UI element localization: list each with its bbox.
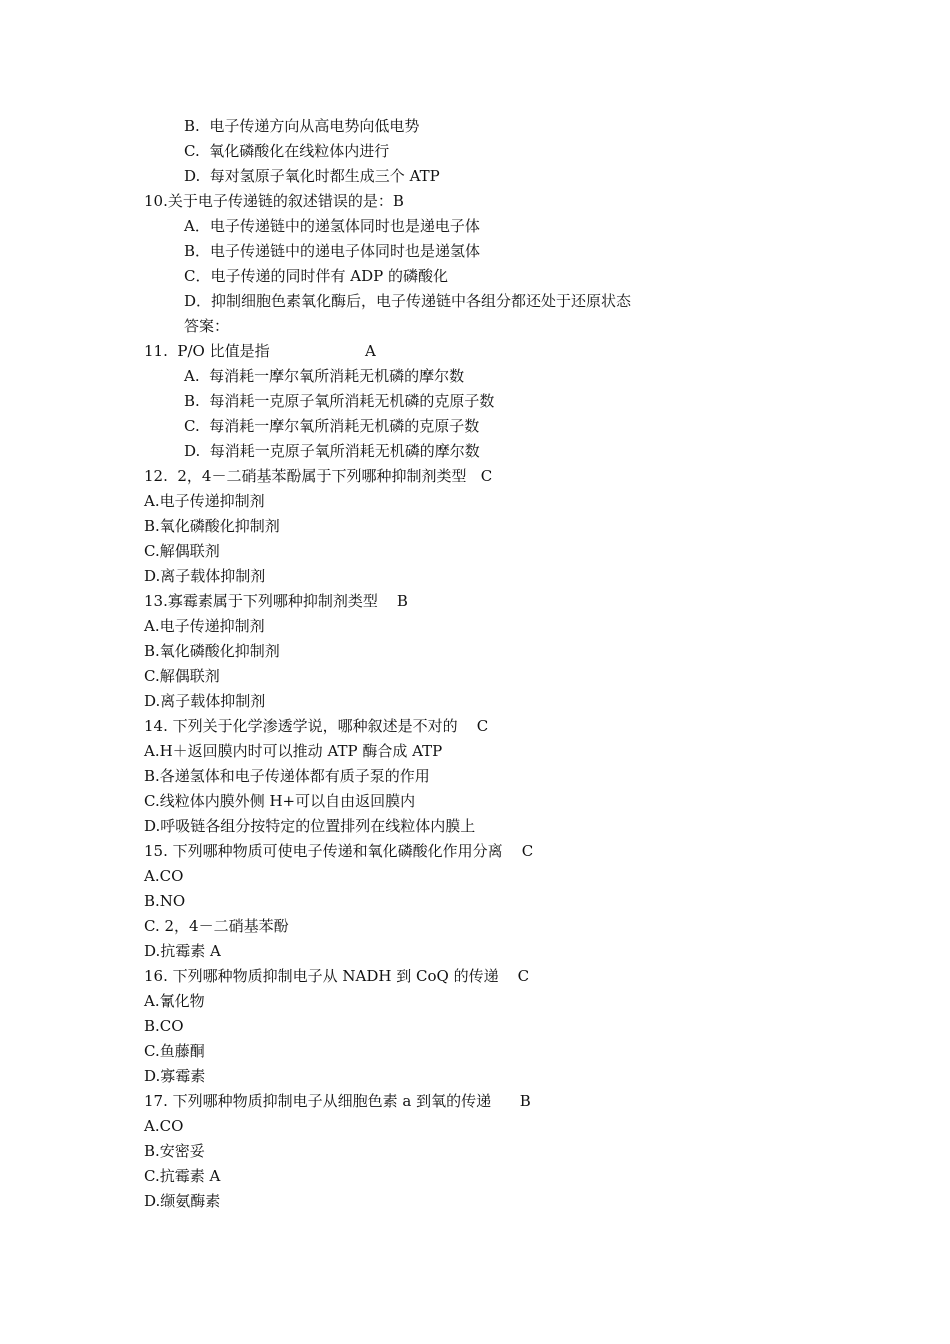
text-line: B. 电子传递方向从高电势向低电势 <box>184 117 420 135</box>
text-line: 10.关于电子传递链的叙述错误的是：B <box>144 192 404 210</box>
text-line: D. 每消耗一克原子氧所消耗无机磷的摩尔数 <box>184 442 480 460</box>
text-line: D.缬氨酶素 <box>144 1192 221 1210</box>
text-line: B．电子传递链中的递电子体同时也是递氢体 <box>184 242 481 260</box>
text-line: D.离子载体抑制剂 <box>144 567 266 585</box>
text-line: C.解偶联剂 <box>144 542 220 560</box>
text-line: D.寡霉素 <box>144 1067 206 1085</box>
text-line: A.CO <box>144 867 184 885</box>
text-line: B.安密妥 <box>144 1142 205 1160</box>
text-line: 12. 2，4－二硝基苯酚属于下列哪种抑制剂类型 C <box>144 467 493 485</box>
text-line: B.各递氢体和电子传递体都有质子泵的作用 <box>144 767 430 785</box>
text-line: A.电子传递抑制剂 <box>144 617 265 635</box>
text-line: C. 氧化磷酸化在线粒体内进行 <box>184 142 390 160</box>
text-line: B.氧化磷酸化抑制剂 <box>144 642 280 660</box>
text-line: B. 每消耗一克原子氧所消耗无机磷的克原子数 <box>184 392 495 410</box>
text-line: C. 每消耗一摩尔氧所消耗无机磷的克原子数 <box>184 417 480 435</box>
text-line: D.呼吸链各组分按特定的位置排列在线粒体内膜上 <box>144 817 476 835</box>
text-line: D. 每对氢原子氧化时都生成三个 ATP <box>184 167 440 185</box>
text-line: A.氰化物 <box>144 992 205 1010</box>
text-line: C．电子传递的同时伴有 ADP 的磷酸化 <box>184 267 448 285</box>
text-line: A.H＋返回膜内时可以推动 ATP 酶合成 ATP <box>144 742 443 760</box>
text-line: 11. P/O 比值是指 A <box>144 342 376 360</box>
text-line: 答案： <box>184 317 230 335</box>
text-line: C.解偶联剂 <box>144 667 220 685</box>
text-line: 15. 下列哪种物质可使电子传递和氧化磷酸化作用分离 C <box>144 842 534 860</box>
text-line: A.电子传递抑制剂 <box>144 492 265 510</box>
text-line: A．电子传递链中的递氢体同时也是递电子体 <box>184 217 480 235</box>
text-line: C.鱼藤酮 <box>144 1042 205 1060</box>
text-line: C.线粒体内膜外侧 H+可以自由返回膜内 <box>144 792 416 810</box>
text-line: B.NO <box>144 892 186 910</box>
text-line: 14. 下列关于化学渗透学说，哪种叙述是不对的 C <box>144 717 489 735</box>
text-line: D.抗霉素 A <box>144 942 221 960</box>
text-line: B.CO <box>144 1017 184 1035</box>
text-line: 16. 下列哪种物质抑制电子从 NADH 到 CoQ 的传递 C <box>144 967 530 985</box>
document-body <box>144 114 864 1214</box>
text-line: C. 2，4－二硝基苯酚 <box>144 917 289 935</box>
text-line: C.抗霉素 A <box>144 1167 221 1185</box>
text-line: 17. 下列哪种物质抑制电子从细胞色素 a 到氧的传递 B <box>144 1092 531 1110</box>
text-line: 13.寡霉素属于下列哪种抑制剂类型 B <box>144 592 408 610</box>
text-line: A.CO <box>144 1117 184 1135</box>
text-line: D．抑制细胞色素氧化酶后，电子传递链中各组分都还处于还原状态 <box>184 292 632 310</box>
text-line: D.离子载体抑制剂 <box>144 692 266 710</box>
text-line: B.氧化磷酸化抑制剂 <box>144 517 280 535</box>
text-line: A. 每消耗一摩尔氧所消耗无机磷的摩尔数 <box>184 367 465 385</box>
